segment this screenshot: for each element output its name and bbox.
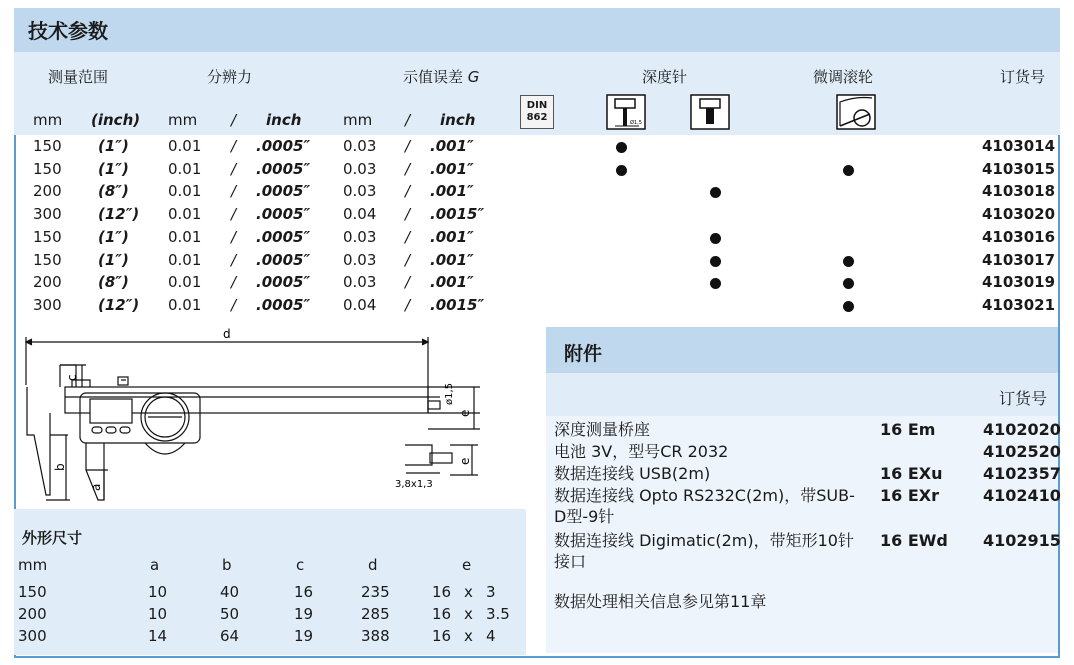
row-order: 4103014: [982, 137, 1056, 155]
row-err-in: .001″: [430, 227, 474, 246]
accessory-code: 16 Em: [880, 420, 936, 439]
dim-b-label: b: [53, 463, 67, 471]
row-res-in: .0005″: [256, 205, 311, 224]
row-slash: /: [231, 137, 237, 155]
dim-d-label: d: [223, 327, 231, 341]
row-res-in: .0005″: [256, 250, 311, 269]
accessory-code: 16 EXr: [880, 486, 939, 505]
dim-cell: 50: [220, 605, 240, 623]
row-err-mm: 0.04: [343, 295, 377, 314]
dim-cell: 300: [18, 627, 47, 645]
accessory-code: 16 EWd: [880, 531, 948, 550]
row-mm: 200: [33, 182, 62, 201]
dim-cell: 285: [361, 605, 390, 623]
accessory-order: 4102357: [983, 464, 1061, 483]
row-err-in: .0015″: [430, 205, 485, 224]
thumbwheel-icon: [836, 94, 876, 130]
row-order: 4103020: [982, 205, 1056, 224]
dim-cell: 10: [148, 583, 168, 601]
header-error: [403, 66, 479, 87]
row-slash: /: [231, 295, 237, 314]
dim-header-a: a: [150, 556, 160, 574]
dim-header-b: b: [222, 556, 232, 574]
unit-res-mm: mm: [168, 111, 198, 129]
dim-header-c: c: [296, 556, 305, 574]
dim-cell: 4: [486, 627, 496, 645]
dim-header-e: e: [462, 556, 472, 574]
dim-cell: x: [464, 605, 473, 623]
row-order: 4103017: [982, 250, 1056, 269]
accessories-title: 附件: [564, 343, 603, 365]
row-err-in: .001″: [430, 182, 474, 201]
row-inch: (1″): [98, 159, 129, 178]
row-mm: 150: [33, 137, 62, 155]
row-slash: /: [231, 159, 237, 178]
din-line2: 862: [526, 112, 548, 123]
row-res-in: .0005″: [256, 182, 311, 201]
row-res-mm: 0.01: [168, 250, 202, 269]
din-862-icon: [520, 95, 554, 129]
flat-depth-rod-icon: [690, 94, 730, 130]
row-inch: (1″): [98, 250, 129, 269]
row-err-in: .001″: [430, 137, 474, 155]
row-err-in: .0015″: [430, 295, 485, 314]
dim-cell: 10: [148, 605, 168, 623]
accessory-order: 4102520: [983, 442, 1061, 461]
dim-e2-label: e: [458, 457, 472, 465]
header-resolution: 分辨力: [207, 68, 253, 86]
row-err-in: .001″: [430, 273, 474, 292]
row-err-mm: 0.03: [343, 250, 377, 269]
rod-round-marker: [616, 142, 627, 153]
row-slash: /: [405, 137, 411, 155]
dim-cell: 16: [294, 583, 314, 601]
header-range: 测量范围: [48, 68, 109, 86]
dim-flat-label: 3,8x1,3: [395, 479, 433, 490]
row-slash: /: [231, 273, 237, 292]
row-mm: 150: [33, 159, 62, 178]
row-order: 4103015: [982, 159, 1056, 178]
row-slash: /: [405, 250, 411, 269]
header-depth-rod: 深度针: [642, 68, 688, 86]
dim-cell: 16: [432, 627, 452, 645]
row-inch: (8″): [98, 273, 129, 292]
wheel-marker: [843, 256, 854, 267]
accessories-order-header: 订货号: [999, 389, 1048, 408]
accessory-order: 4102915: [983, 531, 1061, 550]
header-error-symbol: G: [467, 68, 480, 86]
row-res-in: .0005″: [256, 137, 311, 155]
row-res-in: .0005″: [256, 227, 311, 246]
unit-err-mm: mm: [343, 111, 373, 129]
row-order: 4103021: [982, 295, 1056, 314]
row-err-mm: 0.03: [343, 159, 377, 178]
row-mm: 300: [33, 295, 62, 314]
accessories-note: 数据处理相关信息参见第11章: [554, 592, 767, 611]
unit-res-slash: /: [231, 111, 237, 129]
accessory-order: 4102020: [983, 420, 1061, 439]
row-slash: /: [231, 227, 237, 246]
row-err-mm: 0.03: [343, 227, 377, 246]
dim-cell: 235: [361, 583, 390, 601]
row-mm: 150: [33, 250, 62, 269]
row-slash: /: [405, 159, 411, 178]
dim-cell: 200: [18, 605, 47, 623]
dimensions-title: 外形尺寸: [22, 529, 83, 547]
row-slash: /: [231, 205, 237, 224]
dim-e1-label: e: [458, 409, 472, 417]
dim-cell: 3.5: [486, 605, 510, 623]
rod-flat-marker: [710, 233, 721, 244]
row-err-mm: 0.03: [343, 182, 377, 201]
accessory-name: 电池 3V，型号CR 2032: [554, 442, 729, 461]
rod-diameter-label: Ø1,5: [630, 120, 642, 126]
rod-flat-marker: [710, 256, 721, 267]
row-order: 4103019: [982, 273, 1056, 292]
row-res-mm: 0.01: [168, 137, 202, 155]
accessory-name: 深度测量桥座: [554, 420, 651, 439]
dim-header-d: d: [368, 556, 378, 574]
row-slash: /: [405, 205, 411, 224]
unit-err-slash: /: [405, 111, 411, 129]
row-res-in: .0005″: [256, 295, 311, 314]
row-res-mm: 0.01: [168, 205, 202, 224]
accessories-title-band: [546, 327, 1058, 373]
row-inch: (1″): [98, 137, 129, 155]
dim-cell: 3: [486, 583, 496, 601]
wheel-marker: [843, 165, 854, 176]
unit-err-inch: inch: [440, 111, 476, 129]
dim-cell: 14: [148, 627, 168, 645]
row-slash: /: [405, 182, 411, 201]
row-slash: /: [405, 273, 411, 292]
caliper-drawing: [20, 325, 530, 505]
accessory-name: 数据连接线 Digimatic(2m)，带矩形10针接口: [554, 531, 854, 571]
page-title: 技术参数: [28, 19, 108, 43]
row-mm: 150: [33, 227, 62, 246]
dim-cell: 150: [18, 583, 47, 601]
dim-cell: 16: [432, 605, 452, 623]
unit-inch: (inch): [91, 111, 141, 129]
dim-cell: 40: [220, 583, 240, 601]
accessories-header-band: [546, 373, 1058, 416]
dim-cell: 64: [220, 627, 240, 645]
wheel-marker: [843, 301, 854, 312]
dim-cell: x: [464, 583, 473, 601]
row-err-mm: 0.03: [343, 273, 377, 292]
row-mm: 200: [33, 273, 62, 292]
row-inch: (12″): [98, 205, 140, 224]
dim-cell: 19: [294, 627, 314, 645]
unit-mm: mm: [33, 111, 63, 129]
row-res-in: .0005″: [256, 159, 311, 178]
header-thumbwheel: 微调滚轮: [813, 68, 874, 86]
row-mm: 300: [33, 205, 62, 224]
row-inch: (12″): [98, 295, 140, 314]
dim-a-label: a: [89, 483, 103, 491]
row-inch: (1″): [98, 227, 129, 246]
row-order: 4103016: [982, 227, 1056, 246]
accessory-name: 数据连接线 Opto RS232C(2m)，带SUB-D型-9针: [554, 486, 855, 526]
row-slash: /: [405, 295, 411, 314]
row-slash: /: [231, 250, 237, 269]
row-res-mm: 0.01: [168, 159, 202, 178]
accessory-name: 数据连接线 USB(2m): [554, 464, 711, 483]
row-res-mm: 0.01: [168, 273, 202, 292]
dim-cell: 16: [432, 583, 452, 601]
row-slash: /: [405, 227, 411, 246]
dim-header-mm: mm: [18, 556, 48, 574]
dim-dia-label: ø1,5: [444, 382, 455, 405]
dim-c-label: c: [65, 374, 79, 381]
row-inch: (8″): [98, 182, 129, 201]
top-strip: [14, 0, 1060, 8]
row-err-in: .001″: [430, 159, 474, 178]
row-res-mm: 0.01: [168, 182, 202, 201]
row-order: 4103018: [982, 182, 1056, 201]
row-err-mm: 0.03: [343, 137, 377, 155]
accessory-order: 4102410: [983, 486, 1061, 505]
dim-cell: x: [464, 627, 473, 645]
dim-cell: 19: [294, 605, 314, 623]
row-res-in: .0005″: [256, 273, 311, 292]
row-slash: /: [231, 182, 237, 201]
row-res-mm: 0.01: [168, 295, 202, 314]
header-order-no: 订货号: [1000, 68, 1046, 86]
accessory-code: 16 EXu: [880, 464, 943, 483]
unit-res-inch: inch: [266, 111, 302, 129]
din-line1: DIN: [526, 100, 548, 111]
row-res-mm: 0.01: [168, 227, 202, 246]
row-err-in: .001″: [430, 250, 474, 269]
dim-cell: 388: [361, 627, 390, 645]
row-err-mm: 0.04: [343, 205, 377, 224]
rod-round-marker: [616, 165, 627, 176]
round-depth-rod-icon: [606, 94, 646, 130]
title-band: [14, 8, 1060, 52]
header-error-label: 示值误差: [403, 68, 464, 86]
